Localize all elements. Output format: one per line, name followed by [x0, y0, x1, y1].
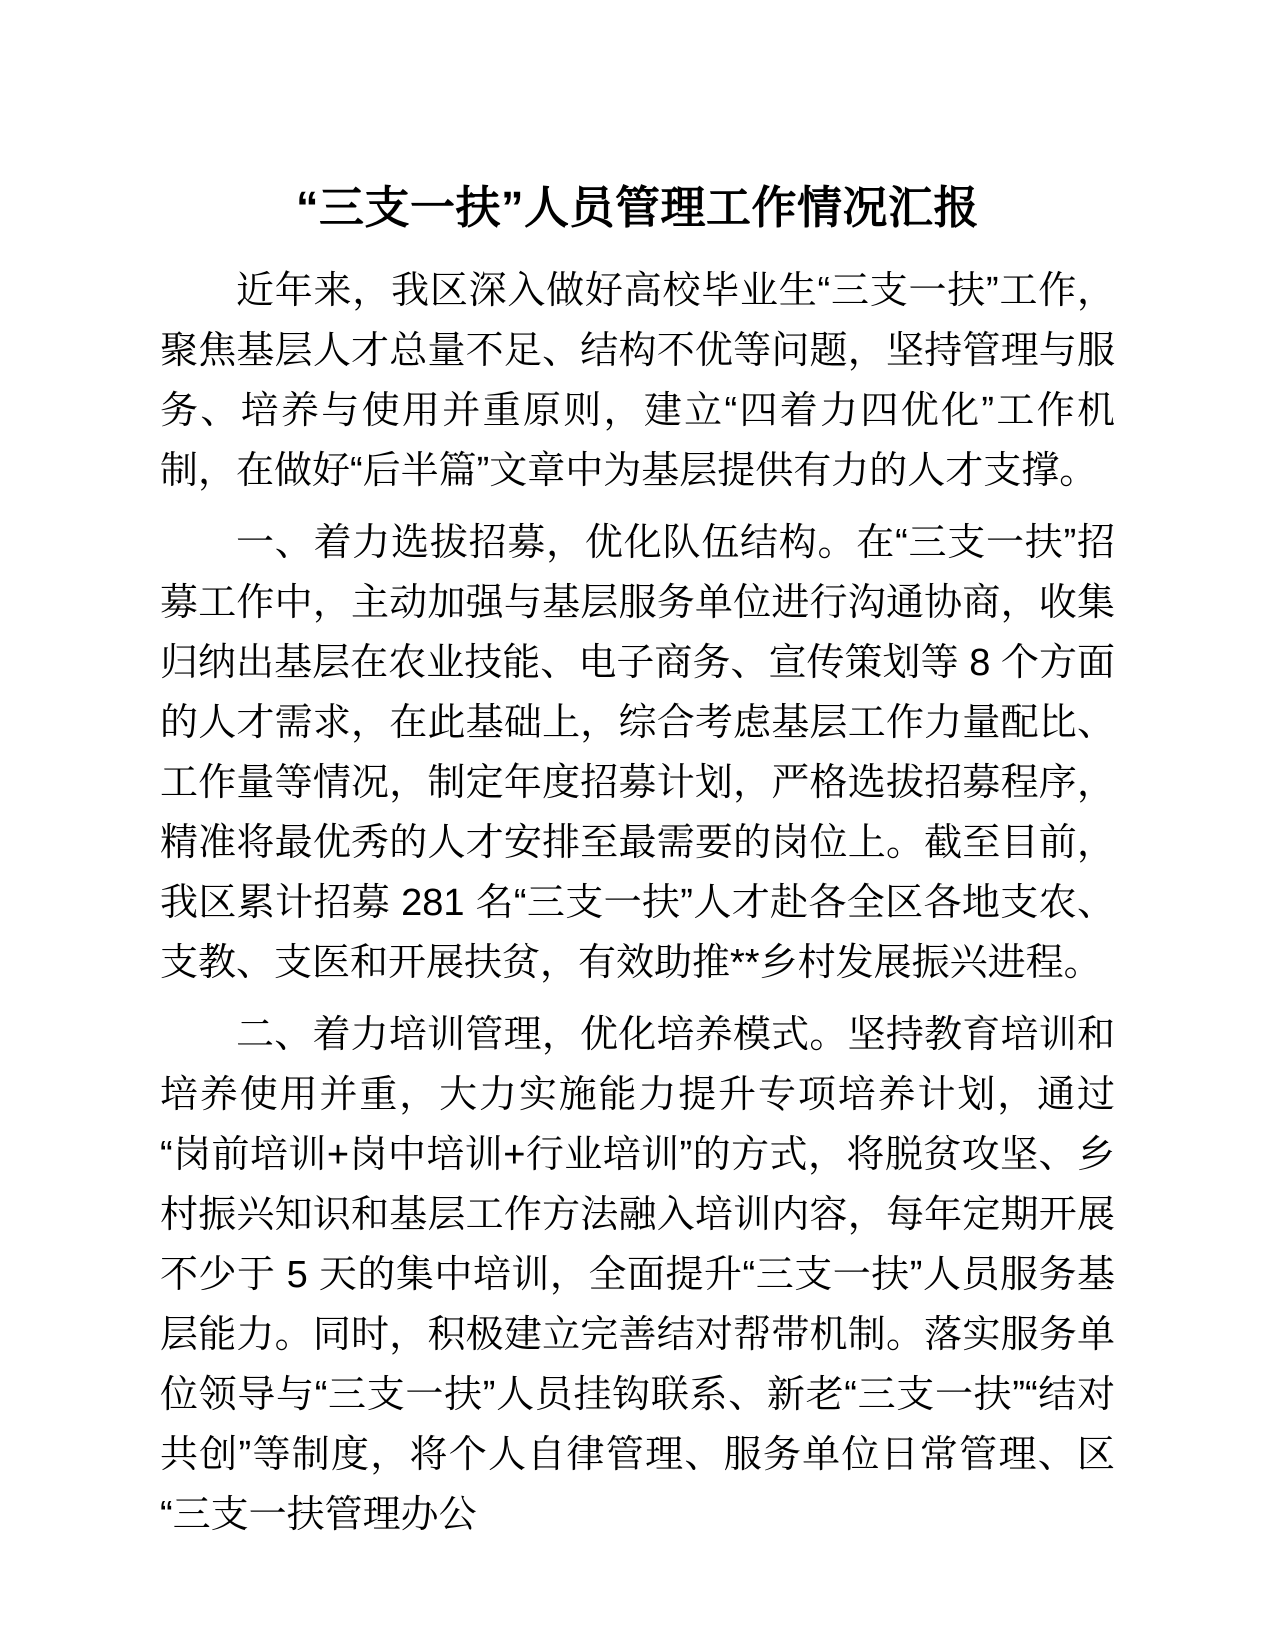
paragraph-intro: 近年来，我区深入做好高校毕业生“三支一扶”工作，聚焦基层人才总量不足、结构不优等问题，坚持管理与服务、培养与使用并重原则，建立“四着力四优化”工作机制，在做好“后半篇”文章中为基层提供有力的人才支撑。: [160, 269, 1115, 492]
document-body: [160, 178, 1115, 1545]
page-title: “三支一扶”人员管理工作情况汇报: [295, 182, 979, 233]
paragraph-section-one: 一、着力选拔招募，优化队伍结构。在“三支一扶”招募工作中，主动加强与基层服务单位进行沟通协商，收集归纳出基层在农业技能、电子商务、宣传策划等 8 个方面的人才需求，在此基础上，综合考虑基层工作力量配比、工作量等情况，制定年度招募计划，严格选拔招募程序，精准将最优秀的人才安排至最需要的岗位上。截至目前，我区累计招募 281 名“三支一扶”人才赴各全区各地支农、支教、支医和开展扶贫，有效助推**乡村发展振兴进程。: [160, 521, 1115, 984]
paragraph-section-two: 二、着力培训管理，优化培养模式。坚持教育培训和培养使用并重，大力实施能力提升专项培养计划，通过“岗前培训+岗中培训+行业培训”的方式，将脱贫攻坚、乡村振兴知识和基层工作方法融入培训内容，每年定期开展不少于 5 天的集中培训，全面提升“三支一扶”人员服务基层能力。同时，积极建立完善结对帮带机制。落实服务单位领导与“三支一扶”人员挂钩联系、新老“三支一扶”“结对共创”等制度，将个人自律管理、服务单位日常管理、区“三支一扶管理办公: [160, 1013, 1115, 1536]
